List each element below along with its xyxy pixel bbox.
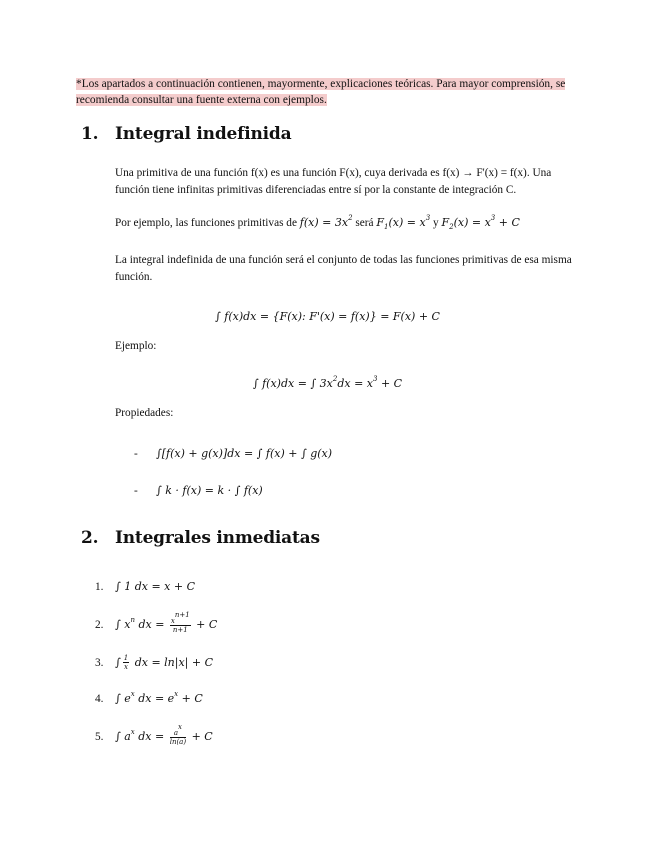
formula-example: ∫ f(x)dx = ∫ $3x^2dx = x^3 + C$ (252, 375, 403, 390)
properties-label: Propiedades: (115, 407, 174, 419)
section-2-heading (81, 528, 320, 548)
example-label: Ejemplo: (115, 340, 157, 352)
paragraph-example-primitives: Por ejemplo, las funciones primitivas de $f(x) = 3x^2$ será $F_1(x) = x^3$ y $F_2(x) = x^3 + C$ (115, 214, 520, 231)
paragraph-indefinite-integral: La integral indefinida de una función será el conjunto de todas las funciones primitivas de esa misma función. (115, 254, 572, 283)
disclaimer-note (76, 76, 576, 108)
list-item: 3. ∫ $\frac{1}{x}$ dx = ln|x| + C (95, 654, 213, 671)
list-item: 4. ∫ $e^x$ dx = $e^x + C$ (95, 690, 203, 705)
formula-F1: $F_1(x) = x^3$ (376, 214, 431, 231)
formula-F2: $F_2(x) = x^3 + C$ (441, 214, 520, 231)
section-number: 1. (81, 124, 99, 144)
section-1-heading (81, 124, 291, 144)
section-title: Integral indefinida (115, 124, 292, 144)
list-item: 5. ∫ $a^x$ dx = $\frac{a^x}{\ln(a)}$ + C (95, 723, 213, 746)
list-item: 2. ∫ $x^n$ dx = $\frac{x^{n+1}}{n+1}$ + C (95, 611, 218, 634)
disclaimer-text: *Los apartados a continuación contienen, mayormente, explicaciones teóricas. Para mayor comprensión, se recomienda consultar una fuente externa con ejemplos. (76, 78, 566, 106)
paragraph-primitive-definition: Una primitiva de una función f(x) es una función F(x), cuya derivada es f(x) → F'(x) = f(x). Una función tiene infinitas primitivas diferenciadas entre sí por la constante de integración C. (115, 167, 552, 196)
formula-definition: ∫ f(x)dx = {F(x): F'(x) = f(x)} = F(x) + C (215, 310, 440, 323)
formula-fx: $f(x) = 3x^2$ (299, 214, 353, 229)
property-item: - ∫[f(x) + g(x)]dx = ∫ f(x) + ∫ g(x) (134, 447, 333, 460)
property-item: - ∫ k · f(x) = k · ∫ f(x) (134, 484, 263, 497)
section-title: Integrales inmediatas (115, 528, 320, 548)
section-number: 2. (81, 528, 99, 548)
list-item: 1. ∫ 1 dx = x + C (95, 580, 196, 593)
